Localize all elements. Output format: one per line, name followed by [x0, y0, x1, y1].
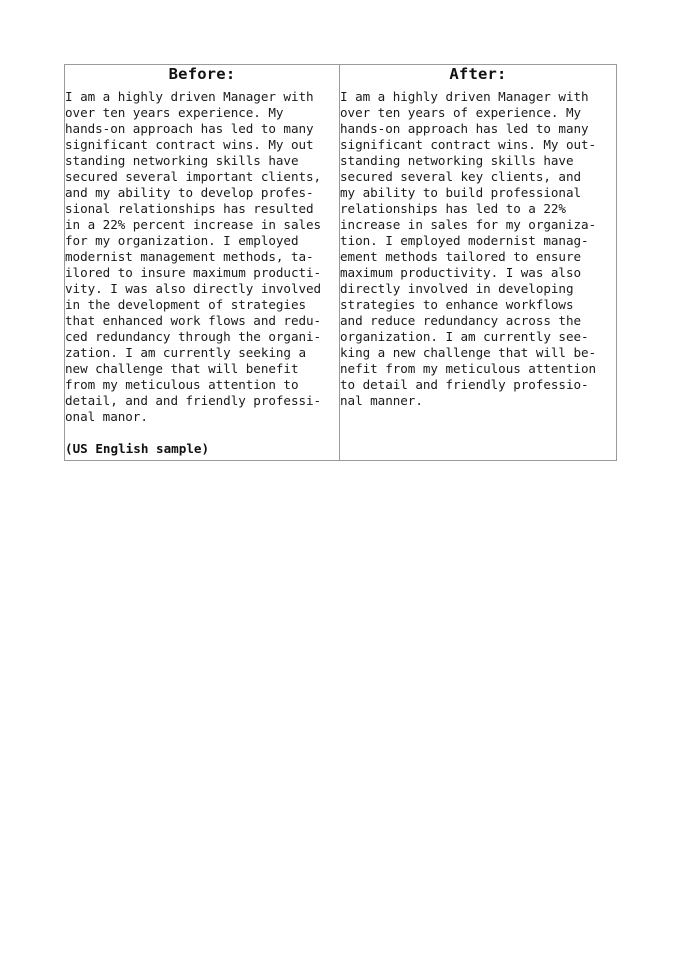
text-line: standing networking skills have	[65, 153, 299, 168]
text-line: significant contract wins. My out-	[340, 137, 597, 152]
text-line: sional relationships has resulted	[65, 201, 314, 216]
text-line: tion. I employed modernist manag-	[340, 233, 589, 248]
before-after-table	[64, 64, 617, 461]
text-line: hands-on approach has led to many	[65, 121, 314, 136]
text-line: secured several key clients, and	[340, 169, 582, 184]
text-line: and my ability to develop profes-	[65, 185, 314, 200]
text-line: detail, and and friendly professi-	[65, 393, 322, 408]
text-line: standing networking skills have	[340, 153, 574, 168]
text-line: modernist management methods, ta-	[65, 249, 314, 264]
text-line: onal manor.	[65, 409, 148, 424]
text-line: hands-on approach has led to many	[340, 121, 589, 136]
text-line: in the development of strategies	[65, 297, 307, 312]
text-line: for my organization. I employed	[65, 233, 299, 248]
text-line: ement methods tailored to ensure	[340, 249, 582, 264]
after-cell	[340, 89, 617, 461]
text-line: new challenge that will benefit	[65, 361, 299, 376]
table-body-row	[65, 89, 617, 461]
text-line: and reduce redundancy across the	[340, 313, 582, 328]
text-line: nal manner.	[340, 393, 423, 408]
text-line: nefit from my meticulous attention	[340, 361, 597, 376]
after-heading: After:	[340, 65, 617, 90]
text-line: over ten years of experience. My	[340, 105, 582, 120]
table-header-row	[65, 65, 617, 90]
text-line: organization. I am currently see-	[340, 329, 589, 344]
text-line: significant contract wins. My out	[65, 137, 314, 152]
text-line: I am a highly driven Manager with	[340, 89, 589, 104]
text-line: my ability to build professional	[340, 185, 582, 200]
before-heading: Before:	[65, 65, 340, 90]
text-line: I am a highly driven Manager with	[65, 89, 314, 104]
text-line: to detail and friendly professio-	[340, 377, 589, 392]
text-line: increase in sales for my organiza-	[340, 217, 597, 232]
sample-note: (US English sample)	[65, 441, 210, 456]
text-line: secured several important clients,	[65, 169, 322, 184]
text-line: maximum productivity. I was also	[340, 265, 582, 280]
text-line: ced redundancy through the organi-	[65, 329, 322, 344]
text-line: ilored to insure maximum producti-	[65, 265, 322, 280]
text-line: relationships has led to a 22%	[340, 201, 566, 216]
after-text	[340, 89, 616, 409]
text-line: vity. I was also directly involved	[65, 281, 322, 296]
before-cell	[65, 89, 340, 461]
text-line: strategies to enhance workflows	[340, 297, 574, 312]
text-line: that enhanced work flows and redu-	[65, 313, 322, 328]
text-line: in a 22% percent increase in sales	[65, 217, 322, 232]
before-text	[65, 89, 339, 425]
text-line: king a new challenge that will be-	[340, 345, 597, 360]
text-line: zation. I am currently seeking a	[65, 345, 307, 360]
text-line: directly involved in developing	[340, 281, 574, 296]
text-line: over ten years experience. My	[65, 105, 284, 120]
text-line: from my meticulous attention to	[65, 377, 299, 392]
